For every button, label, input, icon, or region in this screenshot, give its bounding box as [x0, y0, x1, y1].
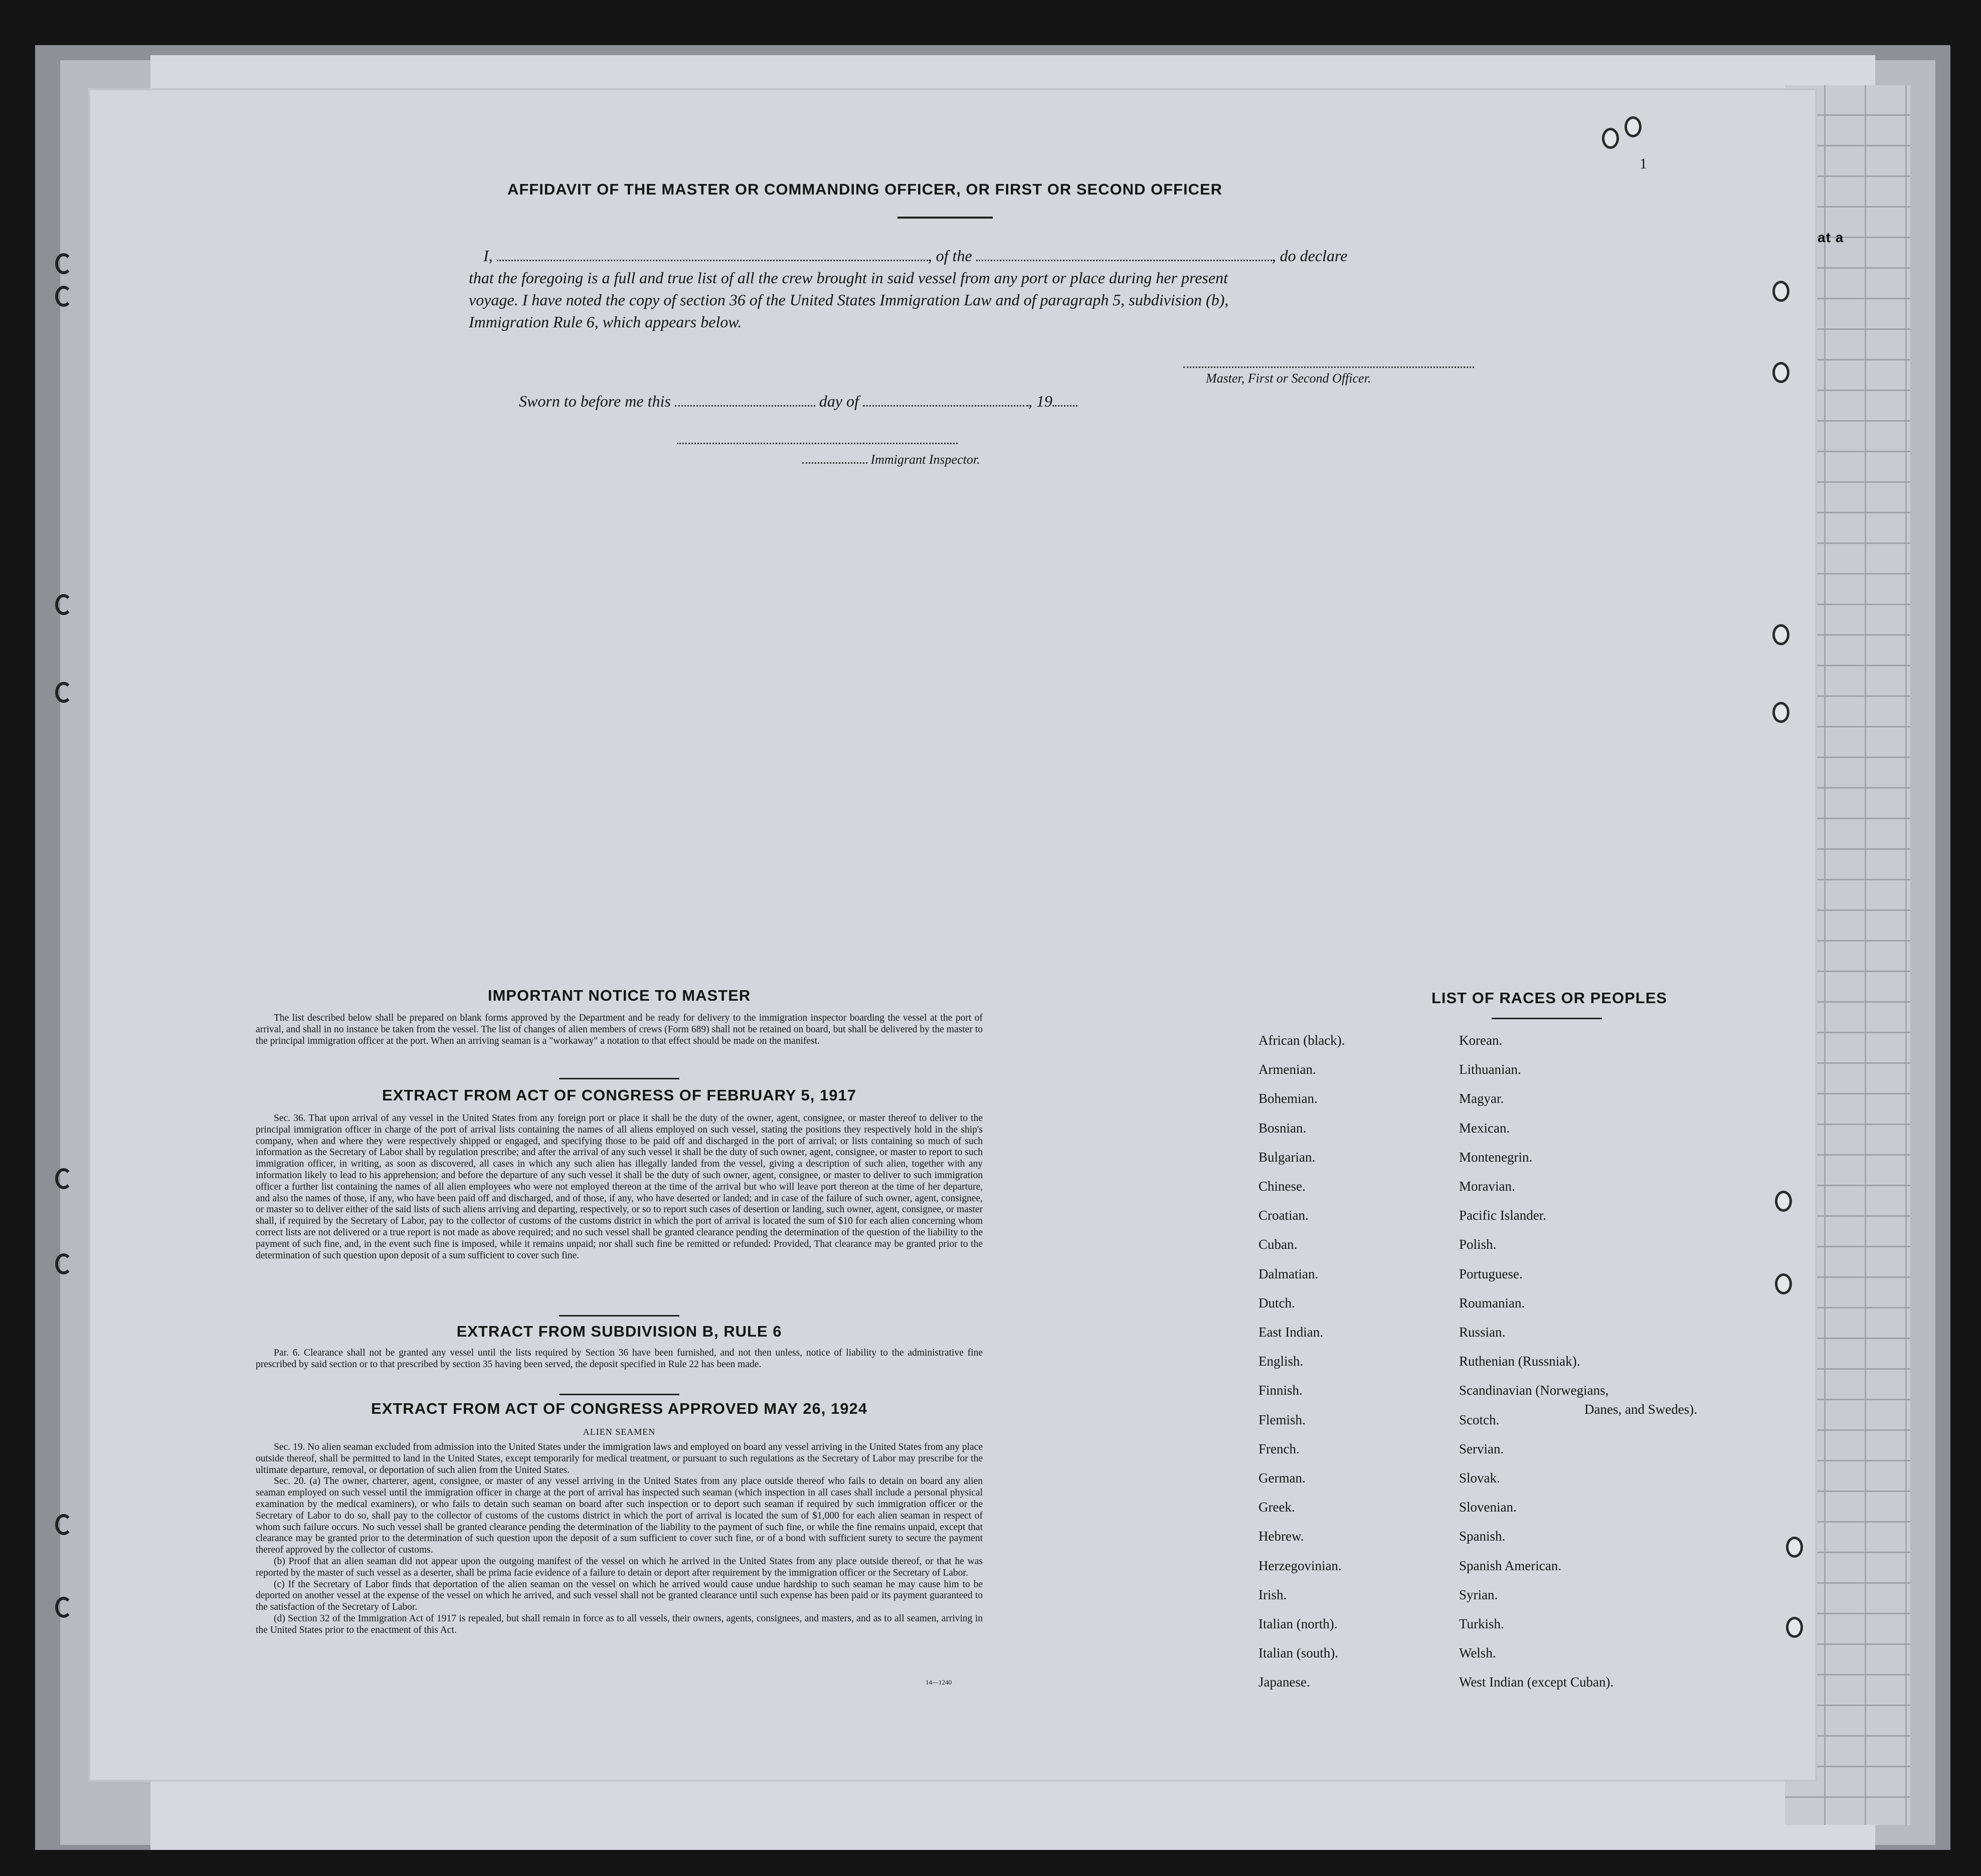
binder-hole: [1775, 1273, 1792, 1294]
race-item: Bosnian.: [1258, 1120, 1307, 1136]
race-item: Turkish.: [1459, 1616, 1504, 1631]
race-item: Moravian.: [1459, 1179, 1515, 1194]
notice-text: [256, 1013, 983, 1047]
races-title: LIST OF RACES OR PEOPLES: [1431, 989, 1668, 1007]
sec20d-paragraph: (d) Section 32 of the Immigration Act of 1917 is repealed, but shall remain in force as to all vessels, their owners, agents, consignees, and masters, and as to all seamen, arriving in the United States prior to the enactment of this Act.: [256, 1613, 983, 1635]
act1924-text: [256, 1442, 983, 1636]
race-item: Scotch.: [1459, 1412, 1500, 1427]
binder-hole: [55, 1168, 72, 1189]
binder-hole: [1772, 281, 1789, 302]
binder-hole: [55, 1597, 72, 1618]
race-item: Chinese.: [1258, 1179, 1306, 1194]
sworn-label: Sworn to before me this: [519, 392, 671, 410]
race-item: Greek.: [1258, 1499, 1295, 1515]
act1917-title: EXTRACT FROM ACT OF CONGRESS OF FEBRUARY 5, 1917: [382, 1086, 856, 1104]
binder-hole: [55, 1253, 72, 1274]
binder-hole: [1625, 116, 1642, 137]
race-item: Finnish.: [1258, 1383, 1303, 1398]
race-item: Roumanian.: [1459, 1295, 1525, 1310]
vessel-field[interactable]: [976, 259, 1272, 261]
race-item: East Indian.: [1258, 1325, 1323, 1340]
sworn-year-field[interactable]: [1052, 405, 1077, 407]
page-mark: 1: [1640, 155, 1647, 172]
race-item: English.: [1258, 1354, 1304, 1369]
section-rule: [559, 1078, 679, 1079]
sworn-line: [519, 392, 1077, 411]
race-item: French.: [1258, 1441, 1300, 1456]
edge-text: at a: [1818, 230, 1844, 245]
affidavit-line2: that the foregoing is a full and true list of all the crew brought in said vessel from any port or place during her present: [469, 269, 1228, 287]
binder-hole: [55, 286, 72, 307]
race-item: Italian (north).: [1258, 1616, 1338, 1631]
race-item: Welsh.: [1459, 1645, 1496, 1661]
act1917-text: [256, 1113, 983, 1261]
sworn-day-field[interactable]: [675, 405, 815, 407]
race-item: Portuguese.: [1459, 1266, 1523, 1281]
sec20c-paragraph: (c) If the Secretary of Labor finds that deportation of the alien seaman on the vessel on which he arrived would cause undue hardship to such seaman he may cause him to be deported on another vessel at the expense of the vessel on which he arrived, and such vessel shall not be granted clearance until such expense has been paid or its payment guaranteed to the satisfaction of the Secretary of Labor.: [256, 1579, 983, 1613]
day-of-label: day of: [819, 392, 859, 410]
notice-title: IMPORTANT NOTICE TO MASTER: [487, 987, 751, 1004]
inspector-short-line: [802, 462, 867, 464]
act1924-title: EXTRACT FROM ACT OF CONGRESS APPROVED MAY 26, 1924: [371, 1400, 867, 1417]
binder-hole: [1775, 1191, 1792, 1212]
race-item: Slovenian.: [1459, 1499, 1517, 1515]
race-item: Herzegovinian.: [1258, 1558, 1342, 1573]
sec19-paragraph: Sec. 19. No alien seaman excluded from admission into the United States under the immigration laws and employed on board any vessel arriving in the United States from any place outside thereof, shall be permitted to land in the United States, except temporarily for medical treatment, or pursuant to such regulations as the Secretary of Labor may prescribe for the ultimate departure, removal, or deportation of such alien from the United States.: [256, 1442, 983, 1475]
act1924-subtitle: ALIEN SEAMEN: [583, 1427, 656, 1437]
binder-hole: [55, 253, 72, 274]
form-page: [90, 90, 1815, 1780]
rule6-text: [256, 1348, 983, 1371]
binder-hole: [1772, 702, 1789, 723]
race-item: Servian.: [1459, 1441, 1504, 1456]
race-item: African (black).: [1258, 1033, 1345, 1048]
race-item: Bulgarian.: [1258, 1149, 1316, 1165]
races-rule: [1492, 1018, 1602, 1019]
race-item: Bohemian.: [1258, 1091, 1318, 1106]
master-signature-label: Master, First or Second Officer.: [1206, 371, 1371, 386]
race-item: Dalmatian.: [1258, 1266, 1319, 1281]
race-item: Croatian.: [1258, 1208, 1309, 1223]
race-item: Pacific Islander.: [1459, 1208, 1546, 1223]
rule6-paragraph: Par. 6. Clearance shall not be granted any vessel until the lists required by Section 36 have been furnished, and not then unless, notice of liability to the administrative fine prescribed by said section or to that prescribed by section 35 having been served, the deposit specified in Rule 22 has been made.: [256, 1348, 983, 1370]
race-item: Spanish American.: [1459, 1558, 1561, 1573]
race-item: Italian (south).: [1258, 1645, 1338, 1661]
sworn-month-field[interactable]: [863, 405, 1028, 407]
race-item: Hebrew.: [1258, 1529, 1304, 1544]
race-item: West Indian (except Cuban).: [1459, 1674, 1614, 1690]
race-item: German.: [1258, 1470, 1306, 1485]
binder-hole: [1772, 362, 1789, 383]
race-item: Spanish.: [1459, 1529, 1506, 1544]
binder-hole: [1602, 128, 1619, 149]
race-item: Mexican.: [1459, 1120, 1510, 1136]
race-item: Russian.: [1459, 1325, 1506, 1340]
binder-hole: [55, 1514, 72, 1535]
binder-hole: [1786, 1537, 1803, 1558]
race-item: Ruthenian (Russniak).: [1459, 1354, 1580, 1369]
master-signature-line[interactable]: [1183, 366, 1474, 368]
affidavit-line1: [483, 247, 1347, 265]
race-item: Magyar.: [1459, 1091, 1504, 1106]
inspector-label: Immigrant Inspector.: [870, 452, 980, 467]
race-item-continuation: Danes, and Swedes).: [1584, 1402, 1697, 1417]
section-rule: [559, 1394, 679, 1395]
do-declare: , do declare: [1272, 247, 1348, 265]
year-label: , 19: [1028, 392, 1052, 410]
form-number: 14—1240: [926, 1678, 952, 1686]
sec20b-paragraph: (b) Proof that an alien seaman did not appear upon the outgoing manifest of the vessel on which he arrived in the United States from any place outside thereof, or that he was reported by the master of such vessel as a deserter, shall be prima facie evidence of a failure to detain or deport after requirement by the immigration officer or the Secretary of Labor.: [256, 1556, 983, 1578]
race-item: Japanese.: [1258, 1674, 1310, 1690]
inspector-signature-line[interactable]: [677, 442, 958, 444]
race-item: Cuban.: [1258, 1237, 1298, 1252]
race-item: Slovak.: [1459, 1470, 1500, 1485]
race-item: Montenegrin.: [1459, 1149, 1533, 1165]
act1917-paragraph: Sec. 36. That upon arrival of any vessel in the United States from any foreign port or place it shall be the duty of the owner, agent, consignee, or master thereof to deliver to the principal immigration officer in charge of the port of arrival lists containing the names of all aliens employed on such vessel, stating the positions they respectively hold in the ship's company, when and where they were respectively shipped or engaged, and specifying those to be paid off and discharged in the port of arrival; or lists containing so much of such information as the Secretary of Labor shall by regulation prescribe; and after the arrival of any such vessel it shall be the duty of such owner, agent, consignee, or master to report to such immigration officer, in writing, as soon as discovered, all cases in which any such alien has illegally landed from the vessel, giving a description of such alien, together with any information likely to lead to his apprehension; and before the departure of any such vessel it shall be the duty of such owner, agent, consignee, or master to deliver to such immigration officer a further list containing the names of all alien employees who were not employed thereon at the time of the arrival but who will leave port thereon at the time of her departure, and also the names of those, if any, who have been paid off and discharged, and of those, if any, who have deserted or landed; and in case of the failure of such owner, agent, consignee, or master so to deliver either of the said lists of such aliens arriving and departing, respectively, or so to report such cases of desertion or landing, such owner, agent, consignee, or master shall, if required by the Secretary of Labor, pay to the collector of customs of the customs district in which the port of arrival is located the sum of $10 for each alien concerning whom correct lists are not delivered or a true report is not made as above required; and no such vessel shall be granted clearance pending the determination of the question of the liability to the payment of such fine, and, in the event such fine is imposed, while it remains unpaid; nor shall such fine be remitted or refunded: Provided, That clearance may be granted prior to the determination of such question upon deposit of a sum sufficient to cover such fine.: [256, 1113, 983, 1261]
sec20a-paragraph: Sec. 20. (a) The owner, charterer, agent, consignee, or master of any vessel arriving in the United States from any place outside thereof who fails to detain on board any alien seaman employed on such vessel until the immigration officer in charge at the port of arrival has inspected such seaman (which inspection in all cases shall include a personal physical examination by the medical examiners), or who fails to detain such seaman on board after such inspection or to deport such seaman if required by such immigration officer or the Secretary of Labor to do so, shall pay to the collector of customs of the customs district in which the port of arrival is located the sum of $1,000 for each alien seaman in respect of whom such failure occurs. No such vessel shall be granted clearance pending the determination of the liability to the payment of such fine, or while the fine remains unpaid, except that clearance may be granted prior to the determination of such question upon the deposit of a sum sufficient to cover such fine, or of a bond with sufficient surety to secure the payment thereof approved by the collector of customs.: [256, 1476, 983, 1556]
of-the: , of the: [928, 247, 972, 265]
race-item: Lithuanian.: [1459, 1062, 1521, 1077]
affidavit-line4: Immigration Rule 6, which appears below.: [469, 313, 742, 331]
title-rule: [897, 217, 993, 219]
i-label: I,: [483, 247, 493, 265]
binder-hole: [55, 594, 72, 615]
rule6-title: EXTRACT FROM SUBDIVISION B, RULE 6: [456, 1323, 782, 1340]
affidavit-title: AFFIDAVIT OF THE MASTER OR COMMANDING OFFICER, OR FIRST OR SECOND OFFICER: [507, 180, 1223, 198]
race-item: Korean.: [1459, 1033, 1503, 1048]
race-item: Armenian.: [1258, 1062, 1316, 1077]
race-item: Polish.: [1459, 1237, 1497, 1252]
name-field[interactable]: [497, 259, 928, 261]
section-rule: [559, 1315, 679, 1317]
affidavit-line3: voyage. I have noted the copy of section 36 of the United States Immigration Law and of paragraph 5, subdivision (b),: [469, 291, 1229, 309]
binder-hole: [1772, 624, 1789, 645]
inspector-signature-line-row: [802, 452, 980, 467]
race-item: Syrian.: [1459, 1587, 1498, 1602]
notice-paragraph: The list described below shall be prepared on blank forms approved by the Department and be ready for delivery to the immigration inspector boarding the vessel at the port of arrival, and shall in no instance be taken from the vessel. The list of changes of alien members of crews (Form 689) shall not be retained on board, but shall be delivered by the master to the principal immigration officer at the port. When an arriving seaman is a "workaway" a notation to that effect should be made on the manifest.: [256, 1013, 983, 1046]
race-item: Dutch.: [1258, 1295, 1295, 1310]
binder-hole: [55, 682, 72, 703]
race-item: Irish.: [1258, 1587, 1287, 1602]
race-item: Flemish.: [1258, 1412, 1306, 1427]
binder-hole: [1786, 1617, 1803, 1638]
race-item: Scandinavian (Norwegians,: [1459, 1383, 1609, 1398]
